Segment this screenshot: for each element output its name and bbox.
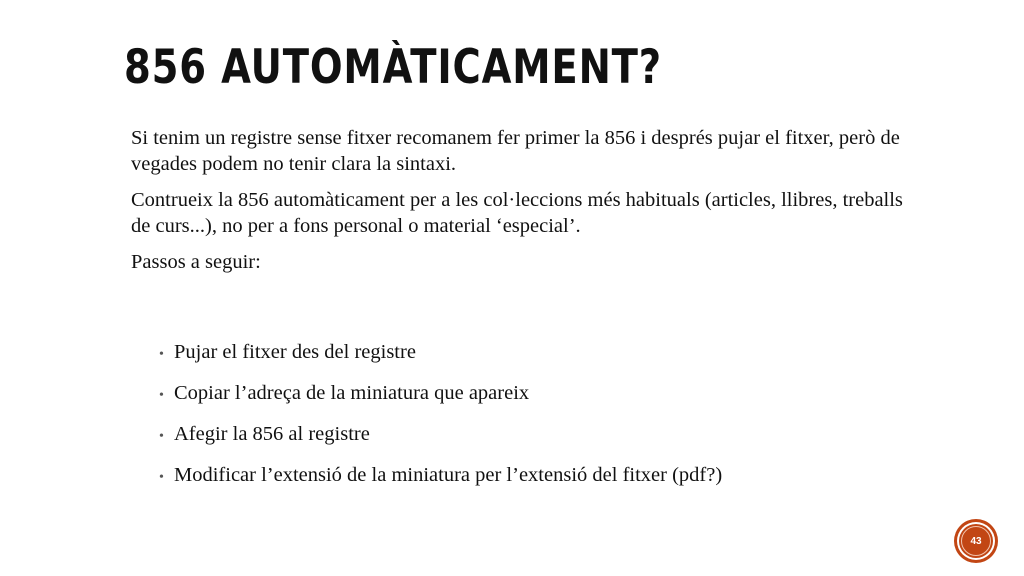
page-number-ring xyxy=(961,526,991,556)
bullet-icon: • xyxy=(159,470,164,485)
list-item xyxy=(159,339,959,368)
step-text: Modificar l’extensió de la miniatura per l’extensió del fitxer (pdf?) xyxy=(174,464,723,486)
bullet-icon: • xyxy=(159,347,164,362)
list-item xyxy=(159,462,959,491)
step-text: Pujar el fitxer des del registre xyxy=(174,341,416,363)
step-text: Afegir la 856 al registre xyxy=(174,423,370,445)
paragraph-automatic: Contrueix la 856 automàticament per a les col·leccions més habituals (articles, llibres, treballs de curs...), no per a fons personal o material ‘especial’. xyxy=(131,189,903,237)
page-number-badge xyxy=(957,522,995,560)
list-item xyxy=(159,380,959,409)
step-text: Copiar l’adreça de la miniatura que apareix xyxy=(174,382,530,404)
steps-list xyxy=(159,339,959,503)
slide-body xyxy=(131,126,921,287)
paragraph-intro: Si tenim un registre sense fitxer recomanem fer primer la 856 i després pujar el fitxer, però de vegades podem no tenir clara la sintaxi. xyxy=(131,127,900,175)
bullet-icon: • xyxy=(159,429,164,444)
slide-title: 856 AUTOMÀTICAMENT? xyxy=(124,40,662,95)
paragraph-steps-heading: Passos a seguir: xyxy=(131,251,261,273)
page-number: 43 xyxy=(970,535,982,547)
bullet-icon: • xyxy=(159,388,164,403)
list-item xyxy=(159,421,959,450)
